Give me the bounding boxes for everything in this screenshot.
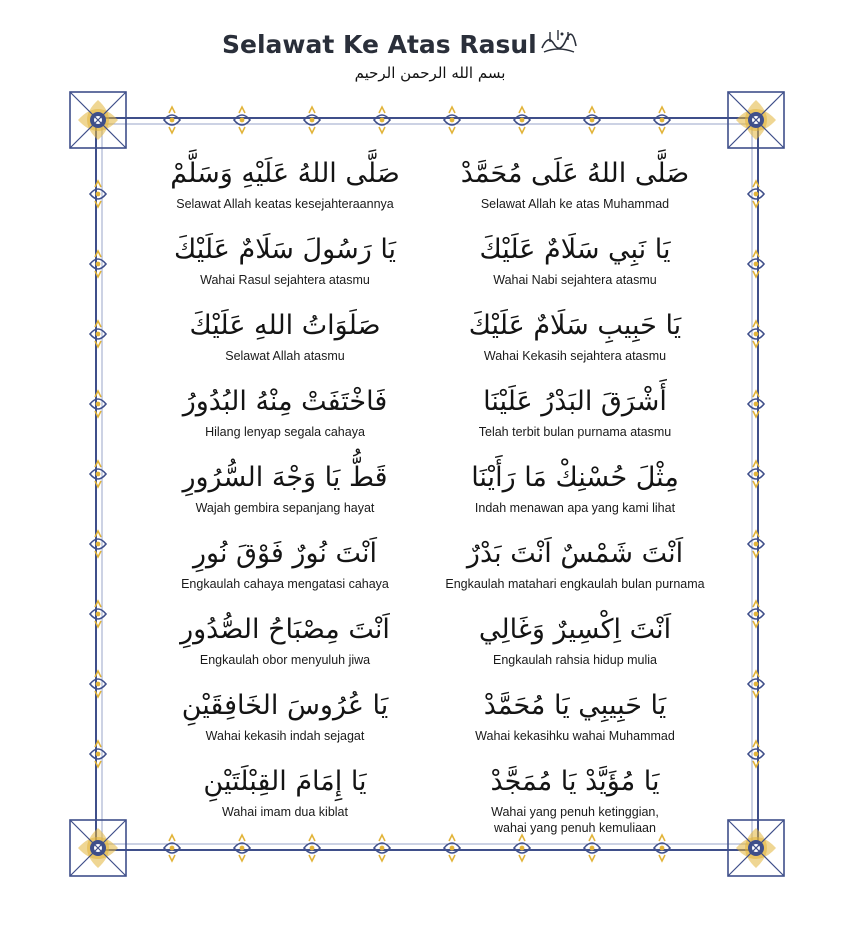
verse-translation: Hilang lenyap segala cahaya xyxy=(205,425,365,439)
verse-translation: Engkaulah matahari engkaulah bulan purnama xyxy=(445,577,705,591)
verse-arabic: صَلَوَاتُ اللهِ عَلَيْكَ xyxy=(189,310,381,341)
verse-translation-line2: wahai yang penuh kemuliaan xyxy=(494,821,656,835)
verse-right-3 xyxy=(435,304,715,364)
verse-right-1 xyxy=(435,152,715,212)
verse-right-4 xyxy=(435,380,715,440)
verse-arabic: قَطُّ يَا وَجْهَ السُّرُورِ xyxy=(182,462,388,493)
verse-right-6 xyxy=(435,532,715,592)
verse-left-7 xyxy=(145,608,425,668)
verse-right-2 xyxy=(435,228,715,288)
verse-left-9 xyxy=(145,760,425,820)
verse-arabic: اَنْتَ مِصْبَاحُ الصُّدُورِ xyxy=(180,614,390,645)
verse-translation: Engkaulah rahsia hidup mulia xyxy=(493,653,657,667)
verse-translation: Wahai imam dua kiblat xyxy=(222,805,348,819)
verse-translation: Wahai yang penuh ketinggian, xyxy=(491,805,659,819)
verse-left-8 xyxy=(145,684,425,744)
verse-translation: Wahai kekasihku wahai Muhammad xyxy=(475,729,675,743)
verse-left-3 xyxy=(145,304,425,364)
verse-translation: Engkaulah cahaya mengatasi cahaya xyxy=(181,577,389,591)
verse-left-6 xyxy=(145,532,425,592)
verse-translation: Engkaulah obor menyuluh jiwa xyxy=(199,653,371,667)
verse-arabic: يَا نَبِي سَلَامٌ عَلَيْكَ xyxy=(479,234,671,265)
verse-arabic: أَشْرَقَ البَدْرُ عَلَيْنَا xyxy=(483,386,667,417)
page-title: Selawat Ke Atas Rasul xyxy=(222,30,537,59)
verse-translation: Selawat Allah keatas kesejahteraannya xyxy=(176,197,394,211)
verse-translation: Wahai Kekasih sejahtera atasmu xyxy=(483,349,667,363)
verse-right-5 xyxy=(435,456,715,516)
verse-arabic: يَا حَبِيبِ سَلَامٌ عَلَيْكَ xyxy=(468,310,682,341)
verse-translation: Wahai Nabi sejahtera atasmu xyxy=(493,273,657,287)
verse-arabic: اَنْتَ شَمْسٌ اَنْتَ بَدْرٌ xyxy=(466,538,684,569)
verse-translation: Wahai kekasih indah sejagat xyxy=(205,729,365,743)
verse-arabic: اَنْتَ نُورٌ فَوْقَ نُورِ xyxy=(192,538,378,569)
verse-arabic: صَلَّى اللهُ عَلَيْهِ وَسَلَّمْ xyxy=(170,158,400,189)
bismillah: بسم الله الرحمن الرحيم xyxy=(354,64,506,82)
verse-arabic: يَا إِمَامَ القِبْلَتَيْنِ xyxy=(203,766,367,797)
verse-translation: Selawat Allah atasmu xyxy=(225,349,345,363)
verse-right-7 xyxy=(435,608,715,668)
verse-arabic: يَا حَبِيبِي يَا مُحَمَّدْ xyxy=(483,690,667,721)
saw-calligraphy-icon xyxy=(538,26,580,56)
verse-translation: Selawat Allah ke atas Muhammad xyxy=(480,197,670,211)
verse-arabic: صَلَّى اللهُ عَلَى مُحَمَّدْ xyxy=(460,158,690,189)
verse-arabic: فَاخْتَفَتْ مِنْهُ البُدُورُ xyxy=(182,386,388,417)
verse-arabic: مِثْلَ حُسْنِكْ مَا رَأَيْنَا xyxy=(471,462,679,493)
verse-arabic: يَا مُؤَيَّدْ يَا مُمَجَّدْ xyxy=(490,766,660,797)
verse-translation: Wajah gembira sepanjang hayat xyxy=(195,501,375,515)
verse-left-5 xyxy=(145,456,425,516)
verse-arabic: يَا عُرُوسَ الخَافِقَيْنِ xyxy=(181,690,389,721)
verse-translation: Wahai Rasul sejahtera atasmu xyxy=(200,273,370,287)
verse-arabic: اَنْتَ اِكْسِيرٌ وَغَالِي xyxy=(478,614,672,645)
verse-left-2 xyxy=(145,228,425,288)
verse-arabic: يَا رَسُولَ سَلَامٌ عَلَيْكَ xyxy=(173,234,397,265)
verse-right-9 xyxy=(435,760,715,836)
page-header xyxy=(0,0,856,90)
verse-translation: Indah menawan apa yang kami lihat xyxy=(474,501,676,515)
verse-right-8 xyxy=(435,684,715,744)
verse-left-1 xyxy=(145,152,425,212)
verse-translation: Telah terbit bulan purnama atasmu xyxy=(478,425,672,439)
verse-left-4 xyxy=(145,380,425,440)
